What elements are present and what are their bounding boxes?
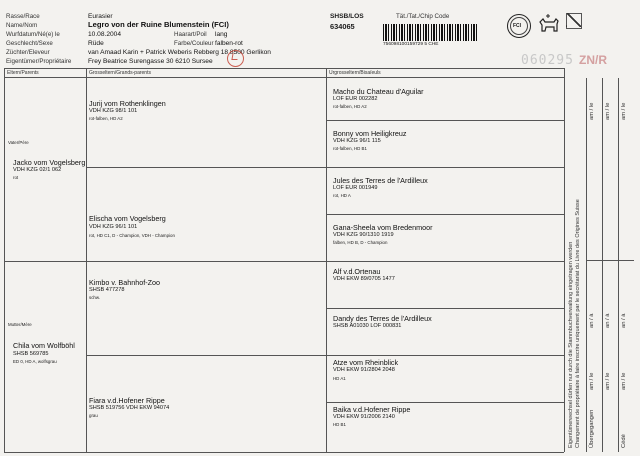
side-divider-2 <box>602 78 603 452</box>
great-grandparent-info: HD B1 <box>333 422 346 427</box>
transfer-note-fr: Changement de propriétaire à faire inscrire uniquement par le secrétariat du Livre des Origines Suisse <box>575 199 581 448</box>
stamp-mark <box>231 53 238 60</box>
transfer-am-le-4: am / le <box>621 102 627 120</box>
grandparent-name: Fiara v.d.Hofener Rippe <box>89 396 165 405</box>
side-mid-divider <box>586 260 634 261</box>
great-grandparent-name: Jules des Terres de l'Ardilleux <box>333 176 428 185</box>
great-grandparent-name: Bonny vom Heiligkreuz <box>333 129 407 138</box>
owner-label: Eigentümer/Propriétaire <box>6 58 72 65</box>
side-divider-3 <box>618 78 619 452</box>
sex-value: Rüde <box>88 40 104 47</box>
owner-value: Frey Beatrice Surengasse 30 6210 Sursee <box>88 58 213 65</box>
great-grandparent-name: Macho du Chateau d'Aguilar <box>333 87 424 96</box>
great-grandparent-info: rot-falben, HD B1 <box>333 146 367 151</box>
reg-number: 634065 <box>330 22 355 31</box>
great-grandparent-name: Atze vom Rheinblick <box>333 358 399 367</box>
grandparent-info: rot-falben, HD A2 <box>89 116 123 121</box>
transfer-am-le-5: am / le <box>605 372 611 390</box>
name-label: Name/Nom <box>6 22 38 29</box>
breed-label: Rasse/Race <box>6 13 40 20</box>
grandparent-info: schw. <box>89 295 100 300</box>
great-grandparent-info: HD A1 <box>333 376 346 381</box>
grandparent-name: Kimbo v. Bahnhof-Zoo <box>89 278 160 287</box>
color-value: falben-rot <box>215 40 243 47</box>
grandparent-reg: SHSB 477278 <box>89 287 125 293</box>
stamp-number: 060295 <box>521 53 574 68</box>
table-top-border <box>4 68 564 69</box>
transfer-label-fr: Cédé <box>621 434 627 448</box>
breeder-label: Züchter/Eleveur <box>6 49 50 56</box>
sire-info: rot <box>13 175 19 180</box>
great-grandparent-reg: VDH KZG 96/1 115 <box>333 138 381 144</box>
transfer-am-le: am / le <box>589 372 595 390</box>
transfer-note-de: Eigentümerwechsel dürfen nur durch die Stammbuchverwaltung eingetragen werden <box>568 241 574 448</box>
great-grandparent-reg: SHSB A01030 LOF 000831 <box>333 323 402 329</box>
sire-label: Vater/Père <box>8 140 29 145</box>
gp-divider-1 <box>86 167 564 168</box>
great-grandparent-info: falben, HD B, D - Champion <box>333 240 388 245</box>
fci-seal-text: FCI <box>513 23 522 29</box>
col-header-parents: Eltern/Parents <box>7 70 39 76</box>
great-grandparent-reg: LOF EUR 002282 <box>333 96 378 102</box>
col-divider-2 <box>326 68 327 452</box>
transfer-an-a-3: an / à <box>621 313 627 328</box>
table-bottom-border <box>4 452 564 453</box>
grandparent-info: rot, HD C1, D - Champion, VDH - Champion <box>89 233 175 238</box>
great-grandparent-name: Baika v.d.Hofener Rippe <box>333 405 411 414</box>
stamp-suffix: ZN/R <box>579 53 607 67</box>
grandparent-name: Jurij vom Rothenklingen <box>89 99 166 108</box>
transfer-am-le-2: am / le <box>589 102 595 120</box>
reg-label: SHSB/LOS <box>330 13 364 20</box>
dam-info: ED 0, HD A, wolfsgrau <box>13 359 57 364</box>
great-grandparent-info: rot, HD A <box>333 193 351 198</box>
transfer-label: Übergegangen <box>589 409 595 448</box>
great-grandparent-reg: VDH KZG 90/1310 1919 <box>333 232 394 238</box>
table-left-border <box>4 68 5 452</box>
barcode-text: 756098100159729 5 CHE <box>383 42 439 47</box>
grandparent-reg: SHSB 519756 VDH EKW 94074 <box>89 405 170 411</box>
coat-label: Haarart/Poil <box>174 31 207 38</box>
great-grandparent-reg: VDH EKW 89/0705 1477 <box>333 276 395 282</box>
grandparent-name: Elischa vom Vogelsberg <box>89 214 166 223</box>
dob-value: 10.08.2004 <box>88 31 122 38</box>
great-grandparent-info: rot-falben, HD A2 <box>333 104 367 109</box>
sex-label: Geschlecht/Sexe <box>6 40 53 47</box>
great-grandparent-name: Dandy des Terres de l'Ardilleux <box>333 314 432 323</box>
dog-emblem-icon <box>537 14 561 36</box>
chip-label: Tät./Tat./Chip Code <box>396 13 450 20</box>
great-grandparent-name: Gana-Sheela vom Bredenmoor <box>333 223 433 232</box>
color-label: Farbe/Couleur <box>174 40 214 47</box>
sire-name: Jacko vom Vogelsberg <box>13 158 86 167</box>
col-header-great-grandparents: Urgrosseltern/Bisaïeuls <box>329 70 381 76</box>
coat-value: lang <box>215 31 228 38</box>
gp-divider-2 <box>86 355 564 356</box>
ggp-divider-2 <box>326 214 564 215</box>
great-grandparent-reg: VDH EKW 91/2006 2140 <box>333 414 395 420</box>
barcode <box>383 24 479 41</box>
dob-label: Wurfdatum/Né(e) le <box>6 31 60 38</box>
side-divider-1 <box>586 78 587 452</box>
great-grandparent-reg: LOF EUR 001949 <box>333 185 378 191</box>
transfer-an-a-2: an / à <box>605 313 611 328</box>
transfer-an-a: an / à <box>589 313 595 328</box>
dog-name: Legro von der Ruine Blumenstein (FCI) <box>88 20 229 29</box>
transfer-am-le-6: am / le <box>621 372 627 390</box>
parent-divider <box>4 261 564 262</box>
grandparent-reg: VDH KZG 96/1 101 <box>89 224 138 230</box>
great-grandparent-name: Alf v.d.Ortenau <box>333 267 381 276</box>
ggp-divider-4 <box>326 402 564 403</box>
col-header-grandparents: Grosseltern/Grands-parents <box>89 70 151 76</box>
top-right-check <box>566 13 581 27</box>
table-header-border <box>4 77 564 78</box>
table-right-border <box>564 68 565 452</box>
grandparent-reg: VDH KZG 98/1 101 <box>89 108 138 114</box>
grandparent-info: grau <box>89 413 98 418</box>
breeder-value: van Amaad Karin + Patrick Weberis Rebberg 18 8500 Gerlikon <box>88 49 271 56</box>
great-grandparent-reg: VDH EKW 91/2804 2048 <box>333 367 395 373</box>
transfer-am-le-3: am / le <box>605 102 611 120</box>
col-divider-1 <box>86 68 87 452</box>
sire-reg: VDH KZG 02/1 062 <box>13 167 62 173</box>
dam-name: Chila vom Wolfböhl <box>13 341 75 350</box>
dam-label: Mutter/Mère <box>8 322 32 327</box>
ggp-divider-3 <box>326 308 564 309</box>
dam-reg: SHSB 569785 <box>13 351 49 357</box>
ggp-divider-1 <box>326 120 564 121</box>
breed-value: Eurasier <box>88 13 113 20</box>
